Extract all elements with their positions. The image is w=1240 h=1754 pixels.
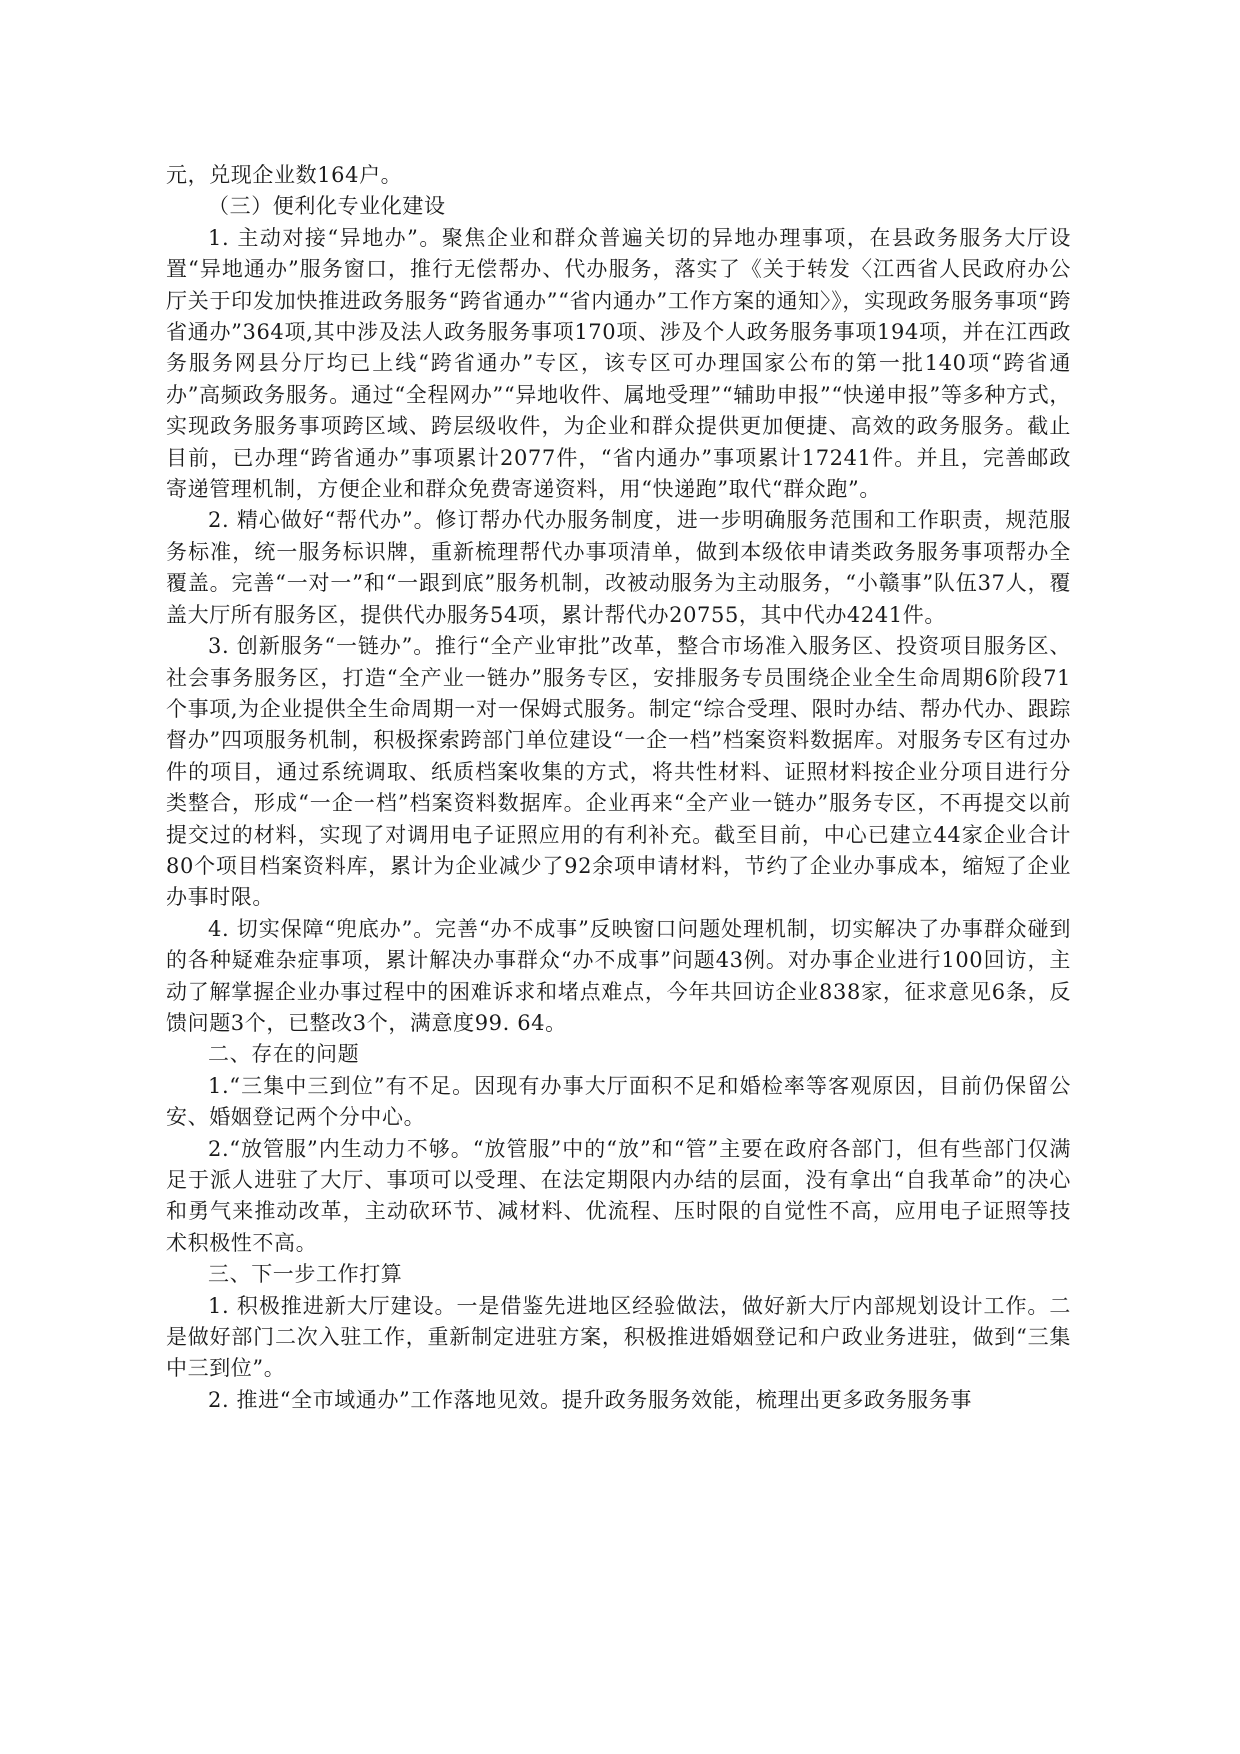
paragraph-one-chain-handling: 3. 创新服务“一链办”。推行“全产业审批”改革，整合市场准入服务区、投资项目服务区、社会事务服务区，打造“全产业一链办”服务专区，安排服务专员围绕企业全生命周期6阶段71个事项,为企业提供全生命周期一对一保姆式服务。制定“综合受理、限时办结、帮办代办、跟踪督办”四项服务机制，积极探索跨部门单位建设“一企一档”档案资料数据库。对服务专区有过办件的项目，通过系统调取、纸质档案收集的方式，将共性材料、证照材料按企业分项目进行分类整合，形成“一企一档”档案资料数据库。企业再来“全产业一链办”服务专区，不再提交以前提交过的材料，实现了对调用电子证照应用的有利补充。截至目前，中心已建立44家企业合计80个项目档案资料库，累计为企业减少了92余项申请材料，节约了企业办事成本，缩短了企业办事时限。 xyxy=(166,634,1071,910)
paragraph-fallback-handling: 4. 切实保障“兜底办”。完善“办不成事”反映窗口问题处理机制，切实解决了办事群众碰到的各种疑难杂症事项，累计解决办事群众“办不成事”问题43例。对办事企业进行100回访，主动了解掌握企业办事过程中的困难诉求和堵点难点，今年共回访企业838家，征求意见6条，反馈问题3个，已整改3个，满意度99. 64。 xyxy=(166,916,1071,1035)
paragraph-next-step-1: 1. 积极推进新大厅建设。一是借鉴先进地区经验做法，做好新大厅内部规划设计工作。二是做好部门二次入驻工作，重新制定进驻方案，积极推进婚姻登记和户政业务进驻，做到“三集中三到位”。 xyxy=(166,1293,1071,1381)
section-heading-next-steps: 三、下一步工作打算 xyxy=(208,1262,403,1287)
paragraph-problem-2: 2.“放管服”内生动力不够。“放管服”中的“放”和“管”主要在政府各部门，但有些部门仅满足于派人进驻了大厅、事项可以受理、在法定期限内办结的层面，没有拿出“自我革命”的决心和勇气来推动改革，主动砍环节、减材料、优流程、压时限的自觉性不高，应用电子证照等技术积极性不高。 xyxy=(166,1136,1071,1255)
paragraph-next-step-2: 2. 推进“全市域通办”工作落地见效。提升政务服务效能，梳理出更多政务服务事 xyxy=(208,1387,972,1412)
paragraph-remote-handling: 1. 主动对接“异地办”。聚焦企业和群众普遍关切的异地办理事项，在县政务服务大厅设置“异地通办”服务窗口，推行无偿帮办、代办服务，落实了《关于转发〈江西省人民政府办公厅关于印发加快推进政务服务“跨省通办”“省内通办”工作方案的通知〉》，实现政务服务事项“跨省通办”364项,其中涉及法人政务服务事项170项、涉及个人政务服务事项194项，并在江西政务服务网县分厅均已上线“跨省通办”专区，该专区可办理国家公布的第一批140项“跨省通办”高频政务服务。通过“全程网办”“异地收件、属地受理”“辅助申报”“快递申报”等多种方式，实现政务服务事项跨区域、跨层级收件，为企业和群众提供更加便捷、高效的政务服务。截止目前，已办理“跨省通办”事项累计2077件，“省内通办”事项累计17241件。并且，完善邮政寄递管理机制，方便企业和群众免费寄递资料，用“快递跑”取代“群众跑”。 xyxy=(166,225,1071,502)
paragraph-assisted-handling: 2. 精心做好“帮代办”。修订帮办代办服务制度，进一步明确服务范围和工作职责，规范服务标准，统一服务标识牌，重新梳理帮代办事项清单，做到本级依申请类政务服务事项帮办全覆盖。完善“一对一”和“一跟到底”服务机制，改被动服务为主动服务，“小赣事”队伍37人，覆盖大厅所有服务区，提供代办服务54项，累计帮代办20755，其中代办4241件。 xyxy=(166,508,1071,627)
paragraph-continuation: 元，兑现企业数164户。 xyxy=(166,163,403,187)
section-heading-convenience: （三）便利化专业化建设 xyxy=(208,194,446,219)
paragraph-problem-1: 1.“三集中三到位”有不足。因现有办事大厅面积不足和婚检率等客观原因，目前仍保留公安、婚姻登记两个分中心。 xyxy=(166,1073,1071,1130)
section-heading-problems: 二、存在的问题 xyxy=(208,1042,360,1067)
document-body xyxy=(166,160,1071,1416)
